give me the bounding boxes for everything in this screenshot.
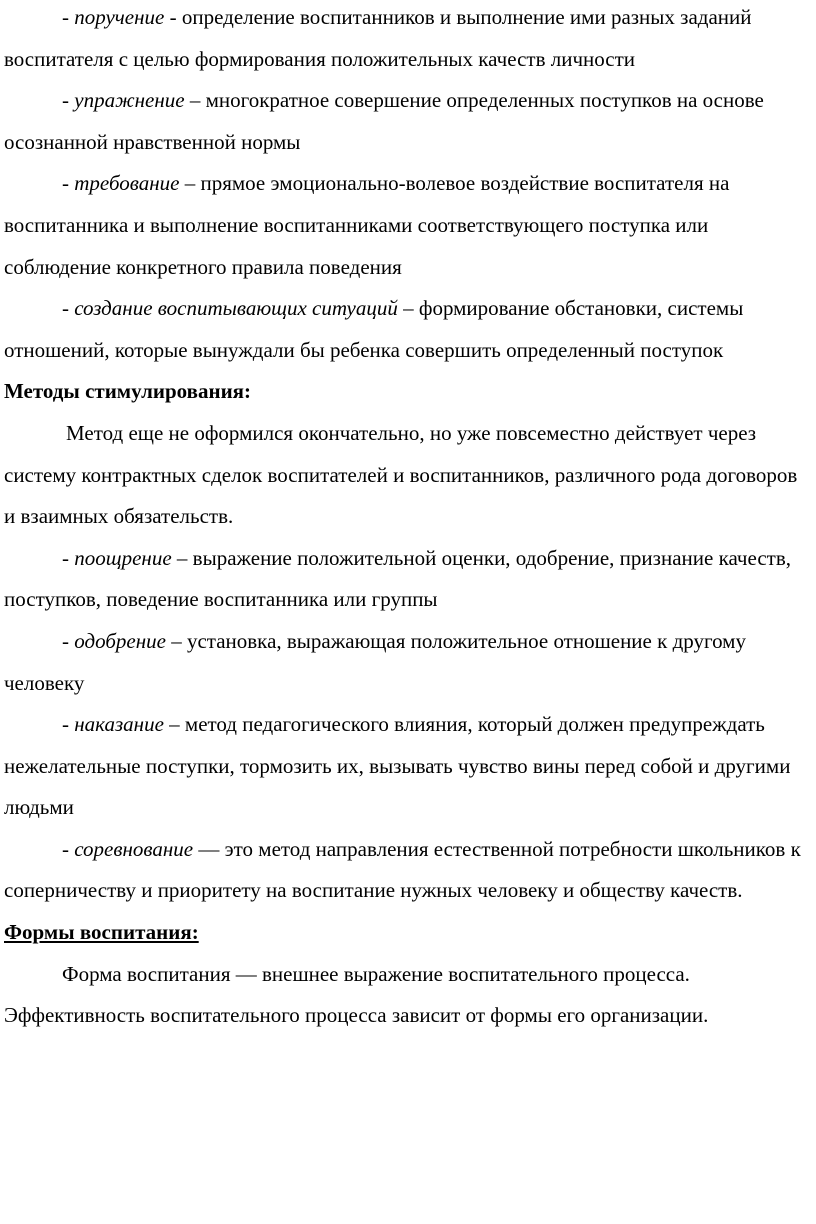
- list-item-competition: [4, 829, 812, 912]
- definition-assignment: - определение воспитанников и выполнение ими разных заданий воспитателя с целью формирования положительных качеств личности: [4, 5, 752, 71]
- list-dash: -: [62, 171, 75, 196]
- forms-text: Форма воспитания — внешнее выражение воспитательного процесса. Эффективность воспитательного процесса зависит от формы его организации.: [4, 961, 709, 1028]
- list-item-exercise: [4, 80, 812, 163]
- list-dash: -: [62, 628, 75, 653]
- definition-exercise: – многократное совершение определенных поступков на основе осознанной нравственной нормы: [4, 88, 764, 154]
- definition-approval: – установка, выражающая положительное отношение к другому человеку: [4, 628, 746, 695]
- definition-requirement: – прямое эмоционально-волевое воздействие воспитателя на воспитанника и выполнение воспитанниками соответствующего поступка или соблюдение конкретного правила поведения: [4, 171, 730, 279]
- heading-stimulation-text: Методы стимулирования:: [4, 379, 252, 404]
- definition-competition: — это метод направления естественной потребности школьников к соперничеству и приоритету на воспитание нужных человеку и обществу качеств.: [4, 836, 801, 903]
- heading-stimulation: [4, 371, 812, 413]
- list-item-punishment: [4, 704, 812, 829]
- stimulation-intro: Метод еще не оформился окончательно, но уже повсеместно действует через систему контрактных сделок воспитателей и воспитанников, различного рода договоров и взаимных обязательств.: [4, 420, 798, 529]
- definition-punishment: – метод педагогического влияния, который должен предупреждать нежелательные поступки, тормозить их, вызывать чувство вины перед собой и другими людьми: [4, 712, 791, 820]
- term-competition: соревнование: [74, 836, 194, 861]
- list-item-encouragement: [4, 538, 812, 621]
- list-item-requirement: [4, 163, 812, 288]
- term-approval: одобрение: [74, 628, 166, 653]
- heading-forms: [4, 912, 812, 954]
- term-encouragement: поощрение: [74, 545, 172, 570]
- term-punishment: наказание: [74, 712, 164, 737]
- list-dash: -: [62, 296, 75, 321]
- list-item-assignment: [4, 0, 812, 80]
- term-exercise: упражнение: [74, 88, 185, 113]
- term-situations: создание воспитывающих ситуаций: [74, 296, 398, 321]
- heading-forms-text: Формы воспитания:: [4, 920, 199, 945]
- definition-situations: – формирование обстановки, системы отношений, которые вынуждали бы ребенка совершить определенный поступок: [4, 296, 744, 362]
- list-dash: -: [62, 836, 75, 861]
- list-dash: -: [62, 88, 75, 113]
- list-dash: -: [62, 5, 75, 29]
- definition-encouragement: – выражение положительной оценки, одобрение, признание качеств, поступков, поведение воспитанника или группы: [4, 545, 791, 612]
- list-item-situations: [4, 288, 812, 371]
- list-dash: -: [62, 545, 75, 570]
- list-item-approval: [4, 621, 812, 704]
- term-requirement: требование: [74, 171, 180, 196]
- list-dash: -: [62, 712, 75, 737]
- term-assignment: поручение: [74, 5, 165, 29]
